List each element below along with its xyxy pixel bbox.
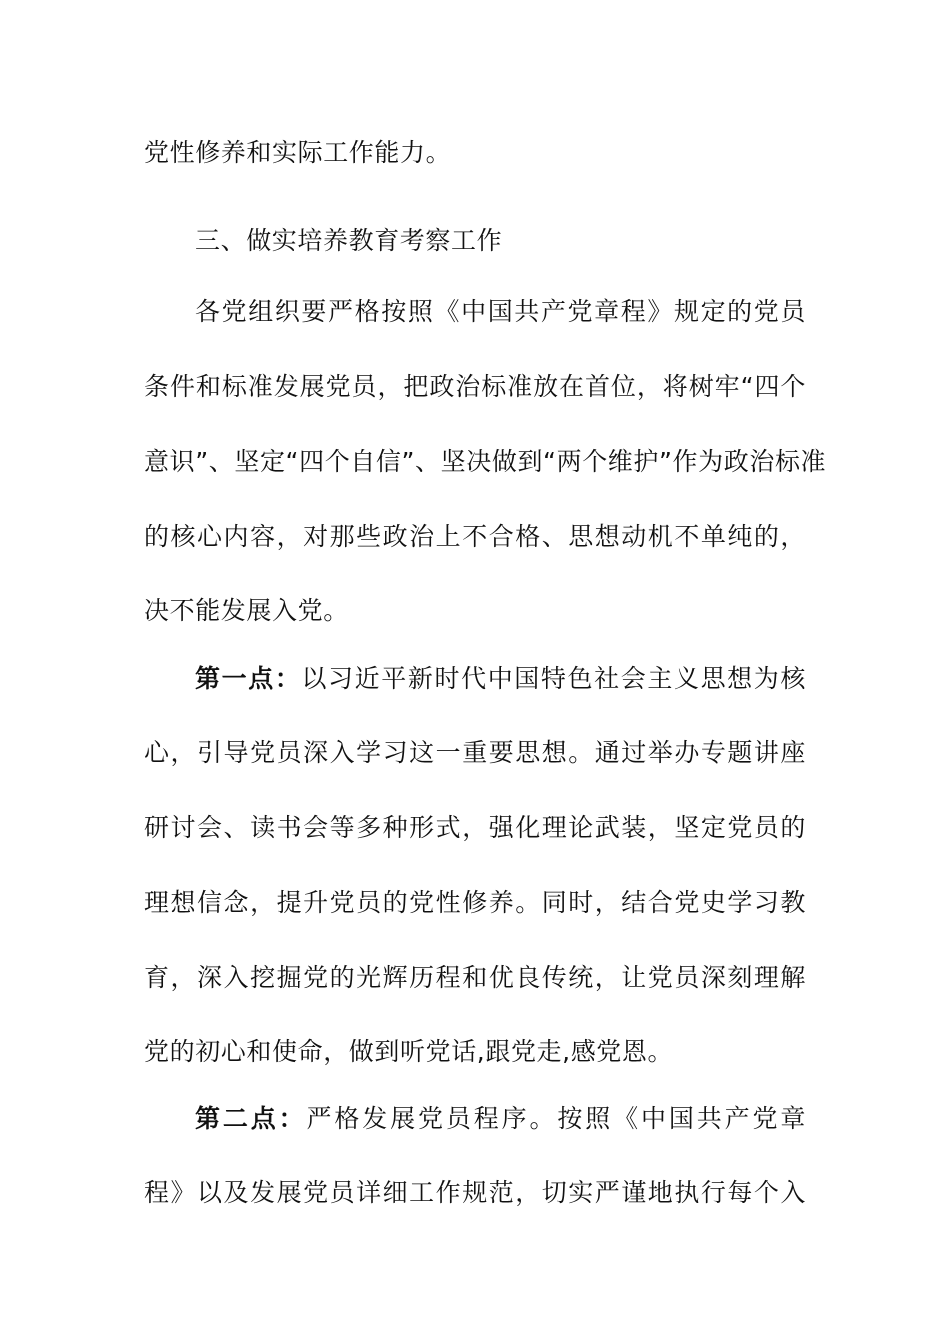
paragraph-line: 育，深入挖掘党的光辉历程和优良传统，让党员深刻理解 <box>144 963 806 992</box>
paragraph-line: 党的初心和使命，做到听党话,跟党走,感党恩。 <box>144 1037 674 1066</box>
point-one-label: 第一点： <box>195 664 302 693</box>
paragraph-line: 理想信念，提升党员的党性修养。同时，结合党史学习教 <box>144 888 806 917</box>
paragraph-line: 条件和标准发展党员，把政治标准放在首位，将树牢“四个 <box>144 372 806 401</box>
paragraph-line: 的核心内容，对那些政治上不合格、思想动机不单纯的， <box>144 522 806 551</box>
section-heading: 三、做实培养教育考察工作 <box>195 226 503 255</box>
point-two-text: 严格发展党员程序。按照《中国共产党章 <box>306 1104 806 1133</box>
paragraph-line: 意识”、坚定“四个自信”、坚决做到“两个维护”作为政治标准 <box>144 447 827 476</box>
paragraph-line: 程》以及发展党员详细工作规范，切实严谨地执行每个入 <box>144 1178 806 1207</box>
paragraph-line: 心，引导党员深入学习这一重要思想。通过举办专题讲座 <box>144 738 806 767</box>
paragraph-line: 决不能发展入党。 <box>144 596 349 625</box>
paragraph-line: 各党组织要严格按照《中国共产党章程》规定的党员 <box>195 297 806 326</box>
point-two-first-line <box>195 1103 806 1135</box>
point-two-label: 第二点： <box>195 1104 307 1133</box>
paragraph-line: 党性修养和实际工作能力。 <box>144 138 452 167</box>
point-one-first-line <box>195 663 806 695</box>
paragraph-line: 研讨会、读书会等多种形式，强化理论武装，坚定党员的 <box>144 813 806 842</box>
point-one-text: 以习近平新时代中国特色社会主义思想为核 <box>301 664 806 693</box>
